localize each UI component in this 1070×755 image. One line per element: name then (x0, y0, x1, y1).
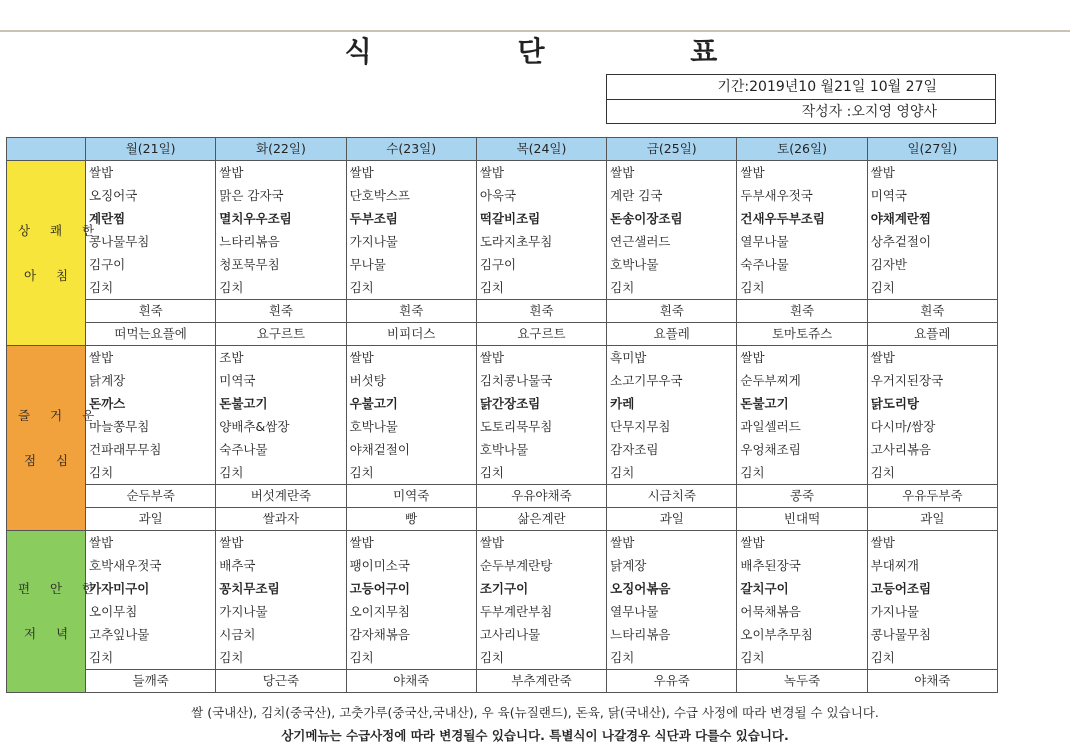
snack-cell: 떠먹는요플에 (86, 323, 216, 346)
porridge-cell: 버섯계란죽 (216, 485, 346, 508)
menu-item: 고사리나물 (479, 627, 541, 642)
menu-item: 쌀밥 (479, 350, 504, 365)
menu-item: 숙주나물 (740, 257, 789, 272)
menu-item: 김치 (740, 465, 765, 480)
snack-cell: 삶은계란 (476, 508, 606, 531)
porridge-cell: 흰죽 (476, 300, 606, 323)
menu-item: 쌀밥 (610, 535, 635, 550)
menu-item: 돈까스 (89, 396, 126, 411)
day-menu-cell (476, 531, 606, 670)
menu-item: 쌀밥 (89, 350, 114, 365)
menu-item: 김치 (89, 650, 114, 665)
menu-item: 김치 (219, 280, 244, 295)
menu-item: 아욱국 (479, 188, 517, 203)
menu-item: 청포묵무침 (219, 257, 280, 272)
dinner-porridge-row (7, 670, 998, 693)
author-text: 작성자 :오지영 영양사 (607, 99, 995, 124)
menu-item: 배추국 (219, 558, 256, 573)
menu-item: 우거지된장국 (870, 373, 944, 388)
menu-item: 소고기무우국 (610, 373, 683, 388)
label-spacer (10, 242, 82, 265)
lunch-porridge-row (7, 485, 998, 508)
menu-item: 가지나물 (349, 234, 398, 249)
menu-item: 부대찌개 (870, 558, 919, 573)
menu-item: 돈불고기 (740, 396, 789, 411)
day-header: 수(23일) (346, 138, 476, 161)
day-menu-cell (216, 531, 346, 670)
menu-item: 호박나물 (479, 442, 529, 457)
snack-cell: 요구르트 (216, 323, 346, 346)
porridge-cell: 시금치죽 (607, 485, 737, 508)
menu-item: 과일셀러드 (740, 419, 801, 434)
day-menu-cell (607, 531, 737, 670)
menu-item: 가자미구이 (89, 581, 150, 596)
menu-item: 두부새우젓국 (740, 188, 813, 203)
porridge-cell: 흰죽 (737, 300, 867, 323)
menu-item: 야채겉절이 (349, 442, 410, 457)
menu-item: 김치 (479, 465, 504, 480)
menu-item: 김치 (870, 465, 895, 480)
meal-label-line: 상 쾌 한 (18, 222, 103, 238)
menu-item: 계란 김국 (610, 188, 663, 203)
menu-item: 김치 (610, 280, 635, 295)
menu-item: 멸치우우조림 (219, 211, 292, 226)
day-menu-cell (346, 346, 476, 485)
menu-item: 연근샐러드 (610, 234, 671, 249)
day-menu-cell (737, 346, 867, 485)
menu-item: 쌀밥 (349, 350, 374, 365)
menu-item: 김치 (89, 280, 114, 295)
menu-item: 배추된장국 (740, 558, 801, 573)
menu-item: 고추잎나물 (89, 627, 150, 642)
day-header: 월(21일) (86, 138, 216, 161)
menu-item: 콩나물무침 (870, 627, 932, 642)
snack-cell: 요플레 (607, 323, 737, 346)
dinner-menu-row (7, 531, 998, 670)
porridge-cell: 야채죽 (346, 670, 476, 693)
menu-item: 쌀밥 (740, 535, 765, 550)
menu-item: 콩나물무침 (89, 234, 150, 249)
day-menu-cell (216, 161, 346, 300)
menu-item: 김치 (479, 280, 504, 295)
menu-item: 닭계장 (89, 373, 126, 388)
menu-item: 단호박스프 (349, 188, 410, 203)
menu-item: 쌀밥 (740, 350, 765, 365)
menu-item: 가지나물 (219, 604, 268, 619)
day-menu-cell (86, 346, 216, 485)
menu-item: 두부계란부침 (479, 604, 553, 619)
menu-item: 상추겉절이 (870, 234, 932, 249)
snack-cell: 토마토쥬스 (737, 323, 867, 346)
snack-cell: 쌀과자 (216, 508, 346, 531)
menu-item: 무나물 (349, 257, 386, 272)
menu-item: 쌀밥 (219, 535, 244, 550)
menu-item: 오이지무침 (349, 604, 410, 619)
menu-item: 두부조림 (349, 211, 398, 226)
menu-item: 쌀밥 (870, 535, 895, 550)
menu-item: 가지나물 (870, 604, 919, 619)
menu-item: 김치 (740, 280, 765, 295)
porridge-cell: 순두부죽 (86, 485, 216, 508)
menu-item: 쌀밥 (610, 165, 635, 180)
snack-cell: 빵 (346, 508, 476, 531)
menu-item: 감자조림 (610, 442, 659, 457)
menu-item: 다시마/쌈장 (870, 419, 936, 434)
porridge-cell: 우유두부죽 (867, 485, 997, 508)
porridge-cell: 흰죽 (216, 300, 346, 323)
menu-item: 도라지초무침 (479, 234, 553, 249)
menu-item: 양배추&쌈장 (219, 419, 290, 434)
menu-item: 김치 (89, 465, 114, 480)
snack-cell: 비피더스 (346, 323, 476, 346)
day-menu-cell (216, 346, 346, 485)
menu-item: 김자반 (870, 257, 907, 272)
menu-item: 고사리볶음 (870, 442, 932, 457)
menu-item: 쌀밥 (89, 535, 114, 550)
day-menu-cell (86, 531, 216, 670)
menu-item: 순두부찌게 (740, 373, 801, 388)
menu-item: 호박새우젓국 (89, 558, 162, 573)
menu-item: 우불고기 (349, 396, 398, 411)
meal-label-line: 편 안 한 (18, 581, 103, 596)
menu-item: 김치 (219, 650, 244, 665)
menu-item: 야채계란찜 (870, 211, 932, 226)
day-menu-cell (607, 346, 737, 485)
menu-item: 조밥 (219, 350, 244, 365)
menu-item: 닭계장 (610, 558, 647, 573)
snack-cell: 요플레 (867, 323, 997, 346)
day-menu-cell (346, 161, 476, 300)
menu-item: 숙주나물 (219, 442, 268, 457)
menu-item: 고등어구이 (349, 581, 410, 596)
menu-item: 오징어국 (89, 188, 138, 203)
porridge-cell: 당근죽 (216, 670, 346, 693)
menu-item: 흑미밥 (610, 350, 647, 365)
porridge-cell: 미역죽 (346, 485, 476, 508)
day-menu-cell (737, 161, 867, 300)
porridge-cell: 야채죽 (867, 670, 997, 693)
meal-label-line: 아 침 (23, 267, 77, 283)
menu-item: 김구이 (89, 257, 126, 272)
porridge-cell: 흰죽 (346, 300, 476, 323)
menu-item: 열무나물 (740, 234, 789, 249)
menu-item: 김치 (479, 650, 504, 665)
menu-item: 떡갈비조림 (479, 211, 541, 226)
menu-item: 계란찜 (89, 211, 126, 226)
meal-label-line: 즐 거 운 (18, 407, 103, 423)
menu-item: 조기구이 (479, 581, 529, 596)
menu-item: 꽁치무조림 (219, 581, 280, 596)
menu-item: 팽이미소국 (349, 558, 410, 573)
porridge-cell: 콩죽 (737, 485, 867, 508)
day-header: 일(27일) (867, 138, 997, 161)
menu-item: 쌀밥 (349, 165, 374, 180)
menu-item: 쌀밥 (219, 165, 244, 180)
menu-item: 김치 (219, 465, 244, 480)
porridge-cell: 녹두죽 (737, 670, 867, 693)
menu-item: 쌀밥 (479, 165, 504, 180)
day-header-row (7, 138, 998, 161)
porridge-cell: 들깨죽 (86, 670, 216, 693)
menu-item: 순두부계란탕 (479, 558, 553, 573)
label-spacer (10, 427, 82, 450)
menu-item: 어묵채볶음 (740, 604, 801, 619)
breakfast-porridge-row (7, 300, 998, 323)
day-menu-cell (476, 161, 606, 300)
menu-item: 돈불고기 (219, 396, 268, 411)
corner-cell (7, 138, 86, 161)
menu-item: 맑은 감자국 (219, 188, 284, 203)
porridge-cell: 흰죽 (607, 300, 737, 323)
day-menu-cell (867, 161, 997, 300)
snack-cell: 빈대떡 (737, 508, 867, 531)
snack-cell: 과일 (86, 508, 216, 531)
menu-item: 호박나물 (349, 419, 398, 434)
day-menu-cell (86, 161, 216, 300)
menu-item: 쌀밥 (89, 165, 114, 180)
lunch-menu-row (7, 346, 998, 485)
day-header: 화(22일) (216, 138, 346, 161)
menu-item: 김치 (610, 465, 635, 480)
day-menu-cell (867, 531, 997, 670)
info-box (606, 74, 996, 124)
menu-item: 김치콩나물국 (479, 373, 553, 388)
label-spacer (10, 600, 82, 623)
menu-item: 버섯탕 (349, 373, 386, 388)
snack-cell: 과일 (607, 508, 737, 531)
snack-cell: 요구르트 (476, 323, 606, 346)
menu-item: 김구이 (479, 257, 517, 272)
breakfast-snack-row (7, 323, 998, 346)
menu-item: 느타리볶음 (610, 627, 671, 642)
menu-item: 김치 (870, 280, 895, 295)
menu-item: 오이부추무침 (740, 627, 813, 642)
menu-item: 김치 (740, 650, 765, 665)
meal-label-line: 저 녁 (23, 626, 77, 641)
menu-item: 우엉채조림 (740, 442, 801, 457)
menu-item: 김치 (349, 650, 374, 665)
menu-item: 김치 (610, 650, 635, 665)
day-header: 금(25일) (607, 138, 737, 161)
menu-item: 감자채볶음 (349, 627, 410, 642)
menu-item: 열무나물 (610, 604, 659, 619)
menu-item: 갈치구이 (740, 581, 789, 596)
menu-item: 돈송이장조림 (610, 211, 683, 226)
day-menu-cell (346, 531, 476, 670)
menu-item: 김치 (870, 650, 895, 665)
page-title: 식 단 표 (344, 35, 786, 68)
porridge-cell: 부추계란죽 (476, 670, 606, 693)
menu-item: 쌀밥 (870, 165, 895, 180)
change-note: 상기메뉴는 수급사정에 따라 변경될수 있습니다. 특별식이 나갈경우 식단과 다를수 있습니다. (281, 728, 789, 743)
menu-item: 건파래무무침 (89, 442, 162, 457)
porridge-cell: 우유야채죽 (476, 485, 606, 508)
porridge-cell: 우유죽 (607, 670, 737, 693)
menu-item: 닭도리탕 (870, 396, 919, 411)
menu-item: 시금치 (219, 627, 256, 642)
menu-item: 오징어볶음 (610, 581, 671, 596)
meal-label-line: 점 심 (23, 452, 77, 468)
menu-item: 마늘쫑무침 (89, 419, 150, 434)
porridge-cell: 흰죽 (867, 300, 997, 323)
menu-item: 도토리묵무침 (479, 419, 553, 434)
day-header: 토(26일) (737, 138, 867, 161)
menu-item: 고등어조림 (870, 581, 932, 596)
day-header: 목(24일) (476, 138, 606, 161)
menu-item: 쌀밥 (479, 535, 504, 550)
day-menu-cell (867, 346, 997, 485)
day-menu-cell (607, 161, 737, 300)
snack-cell: 과일 (867, 508, 997, 531)
porridge-cell: 흰죽 (86, 300, 216, 323)
menu-item: 쌀밥 (870, 350, 895, 365)
menu-item: 오이무침 (89, 604, 138, 619)
day-menu-cell (476, 346, 606, 485)
menu-table (6, 137, 998, 693)
menu-item: 김치 (349, 280, 374, 295)
menu-item: 느타리볶음 (219, 234, 280, 249)
origin-note: 쌀 (국내산), 김치(중국산), 고춧가루(중국산,국내산), 우 육(뉴질랜드), 돈육, 닭(국내산), 수급 사정에 따라 변경될 수 있습니다. (191, 705, 879, 720)
menu-item: 미역국 (870, 188, 907, 203)
menu-item: 미역국 (219, 373, 256, 388)
breakfast-menu-row (7, 161, 998, 300)
menu-item: 건새우두부조림 (740, 211, 825, 226)
menu-item: 호박나물 (610, 257, 659, 272)
day-menu-cell (737, 531, 867, 670)
menu-item: 김치 (349, 465, 374, 480)
menu-item: 닭간장조림 (479, 396, 541, 411)
menu-item: 쌀밥 (349, 535, 374, 550)
menu-item: 쌀밥 (740, 165, 765, 180)
lunch-snack-row (7, 508, 998, 531)
menu-item: 카레 (610, 396, 635, 411)
period-text: 기간:2019년10 월21일 10월 27일 (717, 79, 937, 95)
menu-item: 단무지무침 (610, 419, 671, 434)
